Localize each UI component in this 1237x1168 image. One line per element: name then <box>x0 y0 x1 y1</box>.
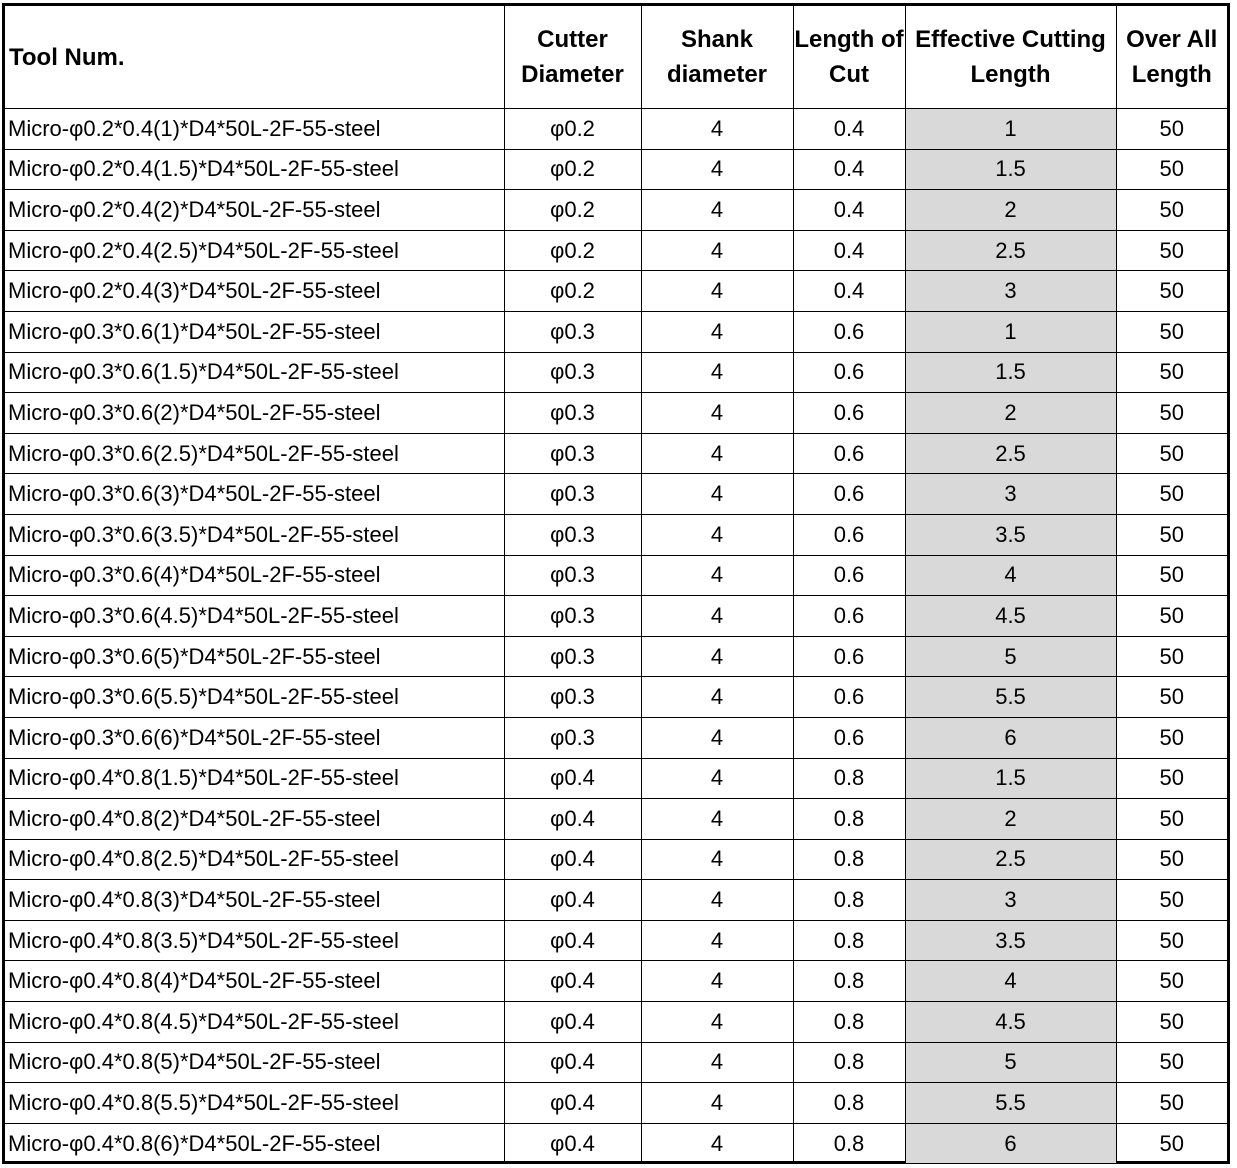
table-body <box>5 109 1227 1164</box>
cell-shank-diameter: 4 <box>641 514 793 555</box>
cell-effective-cutting-length: 6 <box>905 717 1116 758</box>
cell-over-all-length: 50 <box>1116 1002 1227 1043</box>
cell-length-of-cut: 0.6 <box>793 433 905 474</box>
tool-spec-table <box>5 6 1227 1163</box>
table-row <box>5 271 1227 312</box>
cell-cutter-diameter: φ0.4 <box>504 799 641 840</box>
cell-effective-cutting-length: 5.5 <box>905 1083 1116 1124</box>
cell-cutter-diameter: φ0.2 <box>504 230 641 271</box>
header-tool-num: Tool Num. <box>5 6 504 109</box>
cell-shank-diameter: 4 <box>641 271 793 312</box>
cell-length-of-cut: 0.6 <box>793 311 905 352</box>
cell-shank-diameter: 4 <box>641 474 793 515</box>
cell-cutter-diameter: φ0.4 <box>504 758 641 799</box>
cell-effective-cutting-length: 5.5 <box>905 677 1116 718</box>
cell-effective-cutting-length: 4.5 <box>905 1002 1116 1043</box>
cell-over-all-length: 50 <box>1116 393 1227 434</box>
cell-length-of-cut: 0.8 <box>793 1083 905 1124</box>
cell-length-of-cut: 0.8 <box>793 880 905 921</box>
cell-effective-cutting-length: 3 <box>905 880 1116 921</box>
cell-over-all-length: 50 <box>1116 1042 1227 1083</box>
cell-length-of-cut: 0.6 <box>793 596 905 637</box>
cell-effective-cutting-length: 1 <box>905 311 1116 352</box>
cell-tool-num: Micro-φ0.2*0.4(1.5)*D4*50L-2F-55-steel <box>5 149 504 190</box>
cell-over-all-length: 50 <box>1116 109 1227 150</box>
header-over-all-length: Over All Length <box>1116 6 1227 109</box>
cell-effective-cutting-length: 4.5 <box>905 596 1116 637</box>
cell-tool-num: Micro-φ0.2*0.4(1)*D4*50L-2F-55-steel <box>5 109 504 150</box>
cell-effective-cutting-length: 3 <box>905 271 1116 312</box>
table-row <box>5 799 1227 840</box>
table-row <box>5 920 1227 961</box>
cell-shank-diameter: 4 <box>641 1042 793 1083</box>
cell-effective-cutting-length: 6 <box>905 1123 1116 1163</box>
cell-tool-num: Micro-φ0.4*0.8(5.5)*D4*50L-2F-55-steel <box>5 1083 504 1124</box>
table-row <box>5 1002 1227 1043</box>
cell-length-of-cut: 0.8 <box>793 1002 905 1043</box>
cell-cutter-diameter: φ0.4 <box>504 961 641 1002</box>
cell-over-all-length: 50 <box>1116 920 1227 961</box>
cell-cutter-diameter: φ0.4 <box>504 1083 641 1124</box>
cell-over-all-length: 50 <box>1116 1123 1227 1163</box>
cell-shank-diameter: 4 <box>641 1002 793 1043</box>
table-row <box>5 109 1227 150</box>
cell-tool-num: Micro-φ0.3*0.6(4.5)*D4*50L-2F-55-steel <box>5 596 504 637</box>
table-row <box>5 677 1227 718</box>
cell-shank-diameter: 4 <box>641 880 793 921</box>
table-row <box>5 190 1227 231</box>
table-row <box>5 230 1227 271</box>
cell-shank-diameter: 4 <box>641 1123 793 1163</box>
cell-effective-cutting-length: 2.5 <box>905 433 1116 474</box>
cell-length-of-cut: 0.4 <box>793 271 905 312</box>
cell-shank-diameter: 4 <box>641 311 793 352</box>
cell-shank-diameter: 4 <box>641 920 793 961</box>
cell-over-all-length: 50 <box>1116 799 1227 840</box>
header-cutter-diameter: Cutter Diameter <box>504 6 641 109</box>
cell-tool-num: Micro-φ0.3*0.6(2)*D4*50L-2F-55-steel <box>5 393 504 434</box>
cell-effective-cutting-length: 4 <box>905 961 1116 1002</box>
cell-over-all-length: 50 <box>1116 880 1227 921</box>
cell-length-of-cut: 0.6 <box>793 352 905 393</box>
cell-over-all-length: 50 <box>1116 271 1227 312</box>
cell-over-all-length: 50 <box>1116 839 1227 880</box>
cell-over-all-length: 50 <box>1116 555 1227 596</box>
cell-shank-diameter: 4 <box>641 230 793 271</box>
cell-over-all-length: 50 <box>1116 230 1227 271</box>
cell-shank-diameter: 4 <box>641 961 793 1002</box>
cell-over-all-length: 50 <box>1116 514 1227 555</box>
cell-shank-diameter: 4 <box>641 555 793 596</box>
cell-shank-diameter: 4 <box>641 352 793 393</box>
cell-shank-diameter: 4 <box>641 149 793 190</box>
cell-cutter-diameter: φ0.4 <box>504 839 641 880</box>
cell-length-of-cut: 0.6 <box>793 474 905 515</box>
cell-cutter-diameter: φ0.3 <box>504 677 641 718</box>
cell-effective-cutting-length: 2.5 <box>905 230 1116 271</box>
cell-tool-num: Micro-φ0.3*0.6(4)*D4*50L-2F-55-steel <box>5 555 504 596</box>
table-frame <box>2 3 1230 1164</box>
cell-length-of-cut: 0.4 <box>793 190 905 231</box>
cell-cutter-diameter: φ0.4 <box>504 1042 641 1083</box>
cell-cutter-diameter: φ0.3 <box>504 433 641 474</box>
cell-effective-cutting-length: 1 <box>905 109 1116 150</box>
cell-tool-num: Micro-φ0.3*0.6(1.5)*D4*50L-2F-55-steel <box>5 352 504 393</box>
cell-length-of-cut: 0.4 <box>793 149 905 190</box>
table-row <box>5 839 1227 880</box>
cell-tool-num: Micro-φ0.3*0.6(3.5)*D4*50L-2F-55-steel <box>5 514 504 555</box>
cell-tool-num: Micro-φ0.2*0.4(2)*D4*50L-2F-55-steel <box>5 190 504 231</box>
cell-cutter-diameter: φ0.3 <box>504 514 641 555</box>
table-row <box>5 717 1227 758</box>
cell-over-all-length: 50 <box>1116 636 1227 677</box>
cell-effective-cutting-length: 2 <box>905 799 1116 840</box>
cell-shank-diameter: 4 <box>641 758 793 799</box>
cell-cutter-diameter: φ0.3 <box>504 474 641 515</box>
cell-cutter-diameter: φ0.4 <box>504 1123 641 1163</box>
cell-tool-num: Micro-φ0.3*0.6(3)*D4*50L-2F-55-steel <box>5 474 504 515</box>
cell-effective-cutting-length: 1.5 <box>905 352 1116 393</box>
cell-cutter-diameter: φ0.3 <box>504 311 641 352</box>
cell-effective-cutting-length: 2.5 <box>905 839 1116 880</box>
table-row <box>5 433 1227 474</box>
cell-tool-num: Micro-φ0.3*0.6(2.5)*D4*50L-2F-55-steel <box>5 433 504 474</box>
cell-length-of-cut: 0.6 <box>793 636 905 677</box>
cell-effective-cutting-length: 4 <box>905 555 1116 596</box>
cell-tool-num: Micro-φ0.4*0.8(2.5)*D4*50L-2F-55-steel <box>5 839 504 880</box>
cell-over-all-length: 50 <box>1116 433 1227 474</box>
cell-over-all-length: 50 <box>1116 474 1227 515</box>
cell-length-of-cut: 0.6 <box>793 514 905 555</box>
table-row <box>5 393 1227 434</box>
cell-tool-num: Micro-φ0.2*0.4(3)*D4*50L-2F-55-steel <box>5 271 504 312</box>
cell-over-all-length: 50 <box>1116 677 1227 718</box>
table-row <box>5 596 1227 637</box>
cell-shank-diameter: 4 <box>641 109 793 150</box>
cell-tool-num: Micro-φ0.4*0.8(4)*D4*50L-2F-55-steel <box>5 961 504 1002</box>
cell-cutter-diameter: φ0.3 <box>504 596 641 637</box>
cell-length-of-cut: 0.8 <box>793 961 905 1002</box>
cell-over-all-length: 50 <box>1116 758 1227 799</box>
cell-over-all-length: 50 <box>1116 961 1227 1002</box>
cell-tool-num: Micro-φ0.3*0.6(5.5)*D4*50L-2F-55-steel <box>5 677 504 718</box>
cell-cutter-diameter: φ0.2 <box>504 109 641 150</box>
table-row <box>5 311 1227 352</box>
cell-shank-diameter: 4 <box>641 839 793 880</box>
cell-length-of-cut: 0.4 <box>793 230 905 271</box>
header-row <box>5 6 1227 109</box>
header-length-of-cut: Length of Cut <box>793 6 905 109</box>
header-shank-diameter: Shank diameter <box>641 6 793 109</box>
cell-length-of-cut: 0.8 <box>793 1042 905 1083</box>
cell-shank-diameter: 4 <box>641 190 793 231</box>
cell-over-all-length: 50 <box>1116 352 1227 393</box>
cell-effective-cutting-length: 3 <box>905 474 1116 515</box>
cell-over-all-length: 50 <box>1116 717 1227 758</box>
cell-cutter-diameter: φ0.3 <box>504 555 641 596</box>
cell-length-of-cut: 0.8 <box>793 839 905 880</box>
table-header <box>5 6 1227 109</box>
cell-length-of-cut: 0.6 <box>793 677 905 718</box>
cell-effective-cutting-length: 2 <box>905 393 1116 434</box>
cell-cutter-diameter: φ0.3 <box>504 636 641 677</box>
cell-cutter-diameter: φ0.3 <box>504 717 641 758</box>
cell-tool-num: Micro-φ0.3*0.6(5)*D4*50L-2F-55-steel <box>5 636 504 677</box>
cell-over-all-length: 50 <box>1116 596 1227 637</box>
cell-shank-diameter: 4 <box>641 393 793 434</box>
cell-shank-diameter: 4 <box>641 799 793 840</box>
cell-length-of-cut: 0.6 <box>793 393 905 434</box>
table-row <box>5 352 1227 393</box>
cell-effective-cutting-length: 5 <box>905 1042 1116 1083</box>
table-row <box>5 961 1227 1002</box>
cell-effective-cutting-length: 1.5 <box>905 758 1116 799</box>
cell-tool-num: Micro-φ0.4*0.8(5)*D4*50L-2F-55-steel <box>5 1042 504 1083</box>
cell-effective-cutting-length: 2 <box>905 190 1116 231</box>
table-row <box>5 1083 1227 1124</box>
cell-tool-num: Micro-φ0.3*0.6(6)*D4*50L-2F-55-steel <box>5 717 504 758</box>
cell-length-of-cut: 0.6 <box>793 555 905 596</box>
table-row <box>5 1042 1227 1083</box>
table-row <box>5 636 1227 677</box>
cell-effective-cutting-length: 1.5 <box>905 149 1116 190</box>
cell-cutter-diameter: φ0.2 <box>504 271 641 312</box>
cell-cutter-diameter: φ0.2 <box>504 149 641 190</box>
cell-shank-diameter: 4 <box>641 636 793 677</box>
cell-effective-cutting-length: 3.5 <box>905 920 1116 961</box>
cell-tool-num: Micro-φ0.4*0.8(1.5)*D4*50L-2F-55-steel <box>5 758 504 799</box>
cell-cutter-diameter: φ0.2 <box>504 190 641 231</box>
cell-cutter-diameter: φ0.4 <box>504 920 641 961</box>
cell-shank-diameter: 4 <box>641 717 793 758</box>
cell-tool-num: Micro-φ0.3*0.6(1)*D4*50L-2F-55-steel <box>5 311 504 352</box>
cell-cutter-diameter: φ0.3 <box>504 393 641 434</box>
cell-cutter-diameter: φ0.4 <box>504 1002 641 1043</box>
cell-over-all-length: 50 <box>1116 149 1227 190</box>
cell-tool-num: Micro-φ0.4*0.8(2)*D4*50L-2F-55-steel <box>5 799 504 840</box>
cell-over-all-length: 50 <box>1116 190 1227 231</box>
cell-length-of-cut: 0.6 <box>793 717 905 758</box>
table-row <box>5 514 1227 555</box>
cell-cutter-diameter: φ0.4 <box>504 880 641 921</box>
cell-length-of-cut: 0.8 <box>793 799 905 840</box>
cell-shank-diameter: 4 <box>641 596 793 637</box>
cell-length-of-cut: 0.4 <box>793 109 905 150</box>
table-row <box>5 555 1227 596</box>
cell-effective-cutting-length: 3.5 <box>905 514 1116 555</box>
cell-length-of-cut: 0.8 <box>793 920 905 961</box>
cell-tool-num: Micro-φ0.4*0.8(3.5)*D4*50L-2F-55-steel <box>5 920 504 961</box>
table-row <box>5 474 1227 515</box>
cell-shank-diameter: 4 <box>641 433 793 474</box>
cell-tool-num: Micro-φ0.4*0.8(6)*D4*50L-2F-55-steel <box>5 1123 504 1163</box>
cell-effective-cutting-length: 5 <box>905 636 1116 677</box>
cell-over-all-length: 50 <box>1116 1083 1227 1124</box>
table-row <box>5 880 1227 921</box>
cell-over-all-length: 50 <box>1116 311 1227 352</box>
cell-shank-diameter: 4 <box>641 677 793 718</box>
cell-length-of-cut: 0.8 <box>793 1123 905 1163</box>
cell-tool-num: Micro-φ0.2*0.4(2.5)*D4*50L-2F-55-steel <box>5 230 504 271</box>
table-row <box>5 758 1227 799</box>
cell-tool-num: Micro-φ0.4*0.8(3)*D4*50L-2F-55-steel <box>5 880 504 921</box>
header-effective-cutting-length: Effective Cutting Length <box>905 6 1116 109</box>
cell-tool-num: Micro-φ0.4*0.8(4.5)*D4*50L-2F-55-steel <box>5 1002 504 1043</box>
cell-cutter-diameter: φ0.3 <box>504 352 641 393</box>
table-row <box>5 1123 1227 1163</box>
table-row <box>5 149 1227 190</box>
cell-length-of-cut: 0.8 <box>793 758 905 799</box>
cell-shank-diameter: 4 <box>641 1083 793 1124</box>
